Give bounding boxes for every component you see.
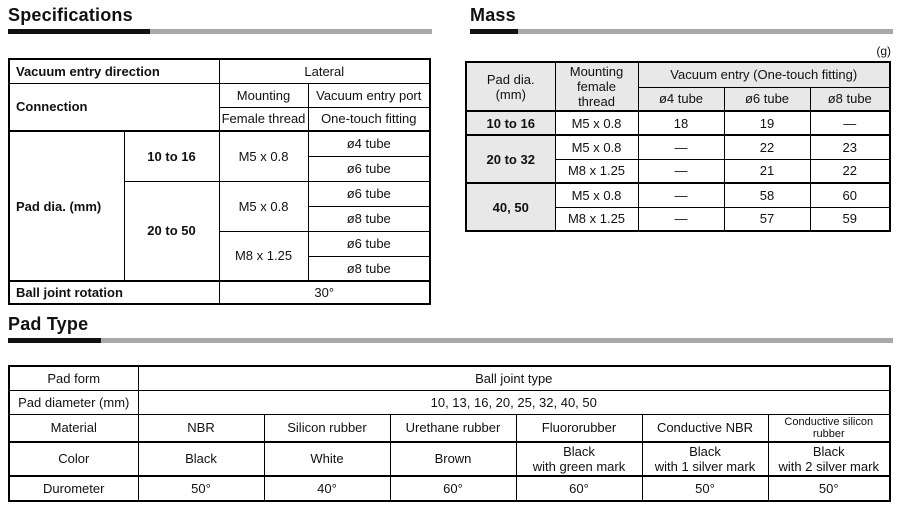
padtype-material: Conductive NBR [642, 414, 768, 442]
spec-label-pad-dia: Pad dia. (mm) [9, 131, 124, 281]
table-row [9, 414, 890, 442]
mass-thread: M5 x 0.8 [555, 135, 638, 159]
padtype-color [138, 442, 264, 476]
table-row [9, 390, 890, 414]
spec-label-ball-joint-rotation: Ball joint rotation [9, 281, 219, 304]
mass-title-underline [470, 29, 893, 34]
mass-col-header-vacuum-entry: Vacuum entry (One-touch fitting) [638, 62, 890, 87]
padtype-material: Silicon rubber [264, 414, 390, 442]
padtype-label-durometer: Durometer [9, 476, 138, 501]
table-row [466, 62, 890, 87]
padtype-durometer: 60° [390, 476, 516, 501]
mass-title: Mass [470, 5, 516, 25]
padtype-label-pad-diameter: Pad diameter (mm) [9, 390, 138, 414]
spec-tube: ø8 tube [308, 206, 430, 231]
mass-value: 18 [638, 111, 724, 135]
mass-value: — [638, 207, 724, 231]
mass-range: 10 to 16 [466, 111, 555, 135]
mass-range: 20 to 32 [466, 135, 555, 183]
spec-tube: ø4 tube [308, 131, 430, 156]
table-row [9, 59, 430, 83]
mass-table [465, 61, 891, 232]
spec-label-vacuum-entry-direction: Vacuum entry direction [9, 59, 219, 83]
padtype-durometer: 50° [642, 476, 768, 501]
table-row [9, 442, 890, 476]
spec-connection-mounting: Mounting [219, 83, 308, 107]
spec-connection-one-touch-fitting: One-touch fitting [308, 107, 430, 131]
mass-value: 60 [810, 183, 890, 207]
color-line: with green mark [532, 458, 626, 474]
mass-thread: M8 x 1.25 [555, 207, 638, 231]
pad-type-title-underline [8, 338, 893, 343]
padtype-color [264, 442, 390, 476]
mass-value: 23 [810, 135, 890, 159]
spec-thread: M5 x 0.8 [219, 131, 308, 181]
color-line: Black [185, 451, 217, 466]
mass-value: — [810, 111, 890, 135]
padtype-value-pad-form: Ball joint type [138, 366, 890, 390]
underline-gray-segment [101, 338, 893, 343]
header-line: female thread [576, 79, 617, 109]
mass-value: 22 [810, 159, 890, 183]
mass-value: 21 [724, 159, 810, 183]
padtype-label-color: Color [9, 442, 138, 476]
mass-col-header-mounting [555, 62, 638, 111]
color-line: White [310, 451, 344, 466]
spec-tube: ø8 tube [308, 256, 430, 281]
underline-black-segment [8, 338, 101, 343]
underline-gray-segment [518, 29, 893, 34]
spec-value-vacuum-entry-direction: Lateral [219, 59, 430, 83]
mass-thread: M8 x 1.25 [555, 159, 638, 183]
underline-gray-segment [150, 29, 432, 34]
pad-type-section-heading [8, 314, 893, 343]
spec-range-10-16: 10 to 16 [124, 131, 219, 181]
mass-value: — [638, 183, 724, 207]
mass-col-header-o6-tube: ø6 tube [724, 87, 810, 111]
padtype-label-material: Material [9, 414, 138, 442]
padtype-durometer: 50° [768, 476, 890, 501]
mass-value: — [638, 159, 724, 183]
color-line: with 2 silver mark [778, 458, 879, 474]
spec-range-20-50: 20 to 50 [124, 181, 219, 281]
padtype-material: NBR [138, 414, 264, 442]
color-line: Black [812, 443, 845, 459]
mass-section-heading [470, 5, 893, 34]
color-line: Brown [434, 451, 472, 466]
underline-black-segment [470, 29, 518, 34]
table-row [9, 281, 430, 304]
mass-value: 58 [724, 183, 810, 207]
underline-black-segment [8, 29, 150, 34]
pad-type-table [8, 365, 891, 502]
spec-connection-female-thread: Female thread [219, 107, 308, 131]
table-row [9, 366, 890, 390]
spec-thread: M8 x 1.25 [219, 231, 308, 281]
mass-thread: M5 x 0.8 [555, 111, 638, 135]
header-line: Pad dia. [486, 71, 535, 87]
spec-tube: ø6 tube [308, 181, 430, 206]
header-line: Mounting [569, 64, 624, 79]
mass-thread: M5 x 0.8 [555, 183, 638, 207]
specifications-section-heading [8, 5, 432, 34]
table-row [466, 135, 890, 159]
padtype-value-pad-diameter: 10, 13, 16, 20, 25, 32, 40, 50 [138, 390, 890, 414]
color-line: with 1 silver mark [654, 458, 756, 474]
mass-range: 40, 50 [466, 183, 555, 231]
spec-tube: ø6 tube [308, 231, 430, 256]
mass-value: 19 [724, 111, 810, 135]
table-row [466, 111, 890, 135]
mass-col-header-pad-dia [466, 62, 555, 111]
padtype-label-pad-form: Pad form [9, 366, 138, 390]
mass-value: 59 [810, 207, 890, 231]
mass-col-header-o8-tube: ø8 tube [810, 87, 890, 111]
padtype-color [516, 442, 642, 476]
padtype-material: Urethane rubber [390, 414, 516, 442]
padtype-durometer: 40° [264, 476, 390, 501]
spec-thread: M5 x 0.8 [219, 181, 308, 231]
padtype-color [768, 442, 890, 476]
header-line: (mm) [495, 86, 526, 102]
mass-unit-note: (g) [876, 44, 891, 58]
padtype-durometer: 60° [516, 476, 642, 501]
table-row [466, 183, 890, 207]
color-line: Black [689, 443, 721, 459]
spec-label-connection: Connection [9, 83, 219, 131]
specifications-title-underline [8, 29, 432, 34]
mass-value: — [638, 135, 724, 159]
specifications-title: Specifications [8, 5, 133, 25]
padtype-durometer: 50° [138, 476, 264, 501]
table-row [9, 131, 430, 156]
pad-type-title: Pad Type [8, 314, 89, 334]
table-row [9, 83, 430, 107]
padtype-color [642, 442, 768, 476]
padtype-material: Conductive silicon rubber [768, 414, 890, 442]
color-line: Black [563, 443, 595, 459]
table-row [9, 476, 890, 501]
mass-value: 57 [724, 207, 810, 231]
spec-connection-vacuum-entry-port: Vacuum entry port [308, 83, 430, 107]
mass-col-header-o4-tube: ø4 tube [638, 87, 724, 111]
spec-tube: ø6 tube [308, 156, 430, 181]
padtype-material: Fluororubber [516, 414, 642, 442]
padtype-color [390, 442, 516, 476]
spec-value-ball-joint-rotation: 30° [219, 281, 430, 304]
mass-value: 22 [724, 135, 810, 159]
specifications-table [8, 58, 431, 305]
